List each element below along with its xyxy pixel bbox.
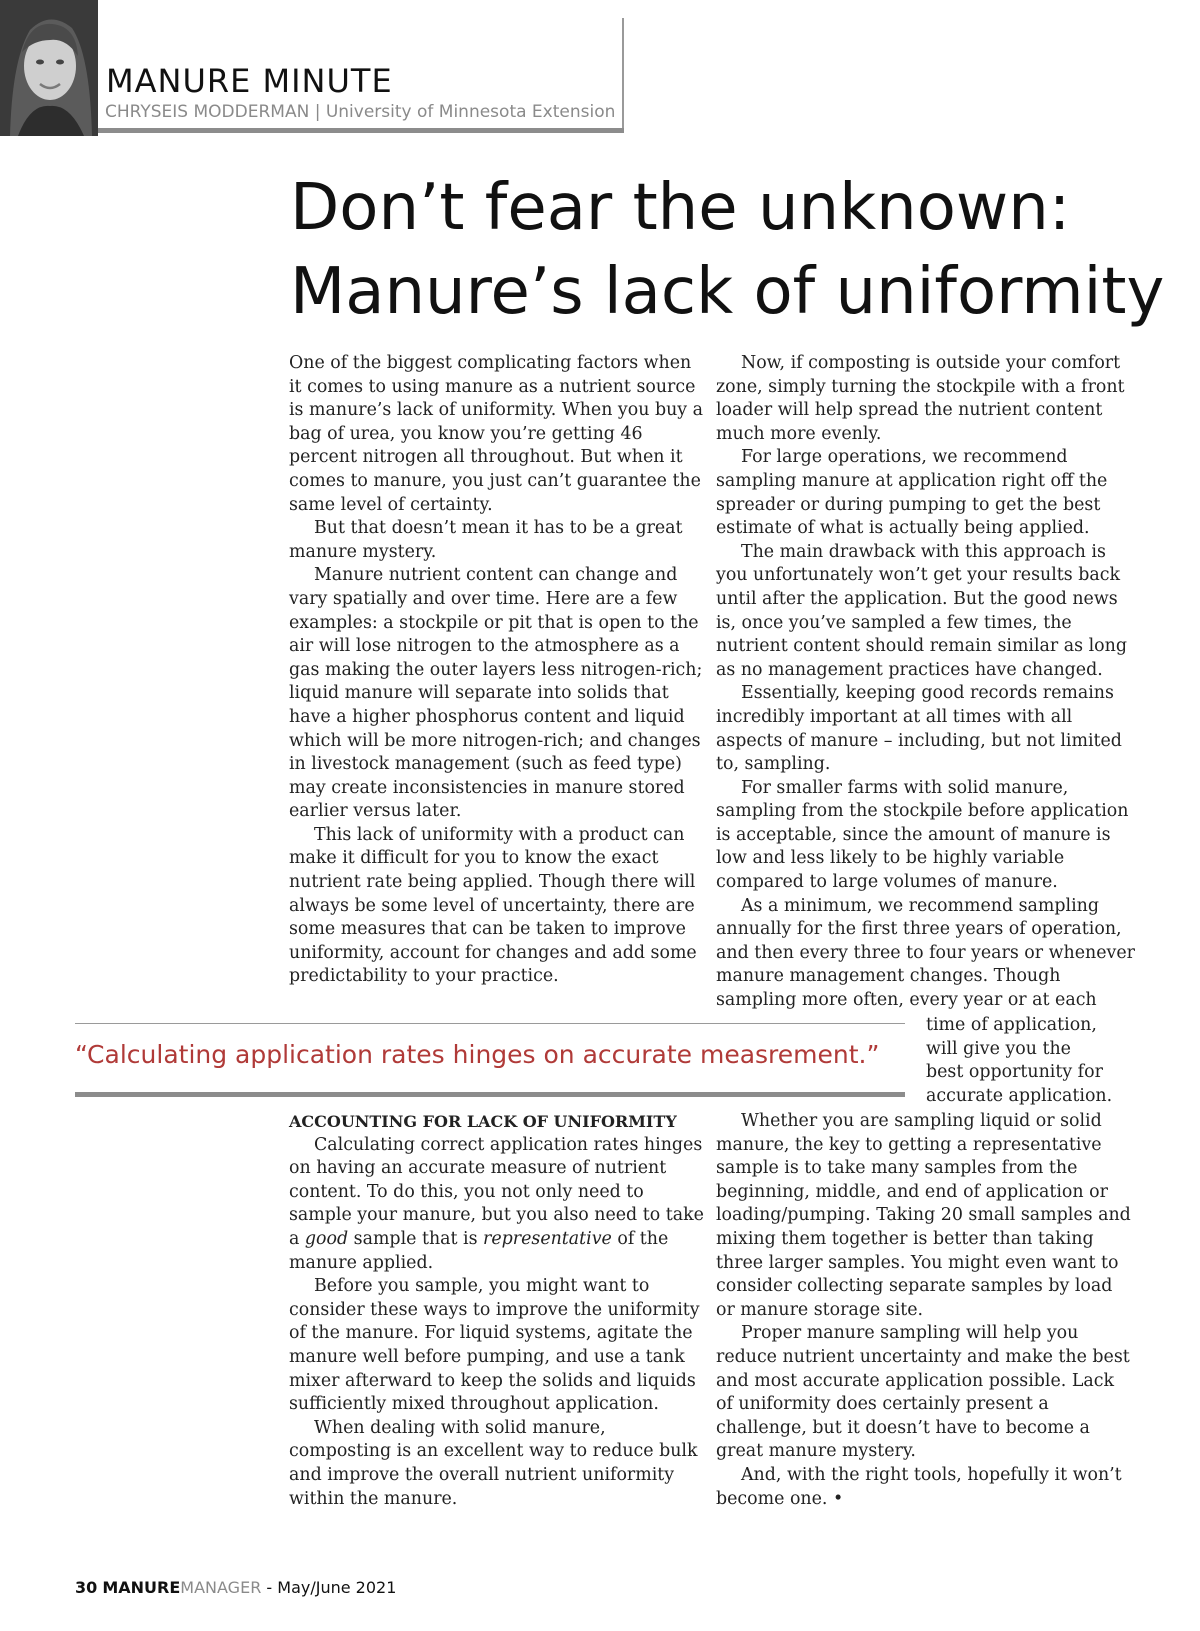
pull-quote: “Calculating application rates hinges on accurate measrement.” bbox=[75, 1040, 880, 1069]
author-portrait-image bbox=[0, 0, 98, 136]
author-photo bbox=[0, 0, 98, 136]
column-1-bottom bbox=[289, 1110, 709, 1511]
text-run: sample that is bbox=[348, 1228, 484, 1249]
paragraph: And, with the right tools, hopefully it won’t become one. • bbox=[716, 1464, 1122, 1509]
wrap-line: time of application, bbox=[926, 1015, 1097, 1035]
paragraph: As a minimum, we recommend sampling annually for the first three years of operation, and then every three to four years or whenever manure management changes. Though sampling more often, every year or at each bbox=[716, 895, 1135, 1011]
title-line-1: Don’t fear the unknown: bbox=[290, 171, 1071, 245]
paragraph: For smaller farms with solid manure, sampling from the stockpile before application is acceptable, since the amount of manure is low and less likely to be highly variable compared to large volumes of manure. bbox=[716, 777, 1129, 893]
author-byline: CHRYSEIS MODDERMAN | University of Minnesota Extension bbox=[105, 102, 616, 122]
page-footer bbox=[75, 1578, 396, 1597]
pull-quote-bottom-rule bbox=[75, 1092, 905, 1097]
emphasis-representative: representative bbox=[483, 1228, 612, 1249]
paragraph: Essentially, keeping good records remains incredibly important at all times with all aspects of manure – including, but not limited to, sampling. bbox=[716, 683, 1122, 775]
paragraph: For large operations, we recommend sampling manure at application right off the spreader or during pumping to get the best estimate of what is actually being applied. bbox=[716, 447, 1108, 539]
paragraph: When dealing with solid manure, composting is an excellent way to reduce bulk and improve the overall nutrient uniformity within the manure. bbox=[289, 1417, 698, 1509]
text-run: Calculating correct application rates hinges on having an accurate measure of nutrient content. To do this, you not only need to sample your manure, but you also need to take a bbox=[289, 1134, 704, 1249]
paragraph: Whether you are sampling liquid or solid manure, the key to getting a representative sample is to take many samples from the beginning, middle, and end of application or loading/pumping. Taking 20 small samples and mixing them together is better than taking three larger samples. You might even want to consider collecting separate samples by load or manure storage site. bbox=[716, 1111, 1131, 1320]
section-label: MANURE MINUTE bbox=[106, 62, 393, 100]
article-title bbox=[290, 166, 1170, 334]
header-horizontal-rule bbox=[98, 128, 624, 133]
header-vertical-rule bbox=[622, 18, 624, 130]
wrap-line: best opportunity for bbox=[926, 1062, 1103, 1083]
page-number: 30 bbox=[75, 1578, 98, 1597]
paragraph: Now, if composting is outside your comfort zone, simply turning the stockpile with a front loader will help spread the nutrient content much more evenly. bbox=[716, 353, 1125, 444]
paragraph: One of the biggest complicating factors when it comes to using manure as a nutrient source is manure’s lack of uniformity. When you buy a bag of urea, you know you’re getting 46 percent nitrogen all throughout. But when it comes to manure, you just can’t guarantee the same level of certainty. bbox=[289, 353, 703, 515]
column-2-bottom bbox=[716, 1110, 1136, 1511]
paragraph: But that doesn’t mean it has to be a great manure mystery. bbox=[289, 518, 683, 562]
text-run: of the manure applied. bbox=[289, 1228, 669, 1273]
title-line-2: Manure’s lack of uniformity bbox=[290, 255, 1165, 329]
column-2-wrap-text bbox=[926, 1014, 1146, 1108]
magazine-name-light: MANAGER bbox=[180, 1578, 262, 1597]
pull-quote-top-rule bbox=[75, 1023, 905, 1024]
section-subhead: ACCOUNTING FOR LACK OF UNIFORMITY bbox=[289, 1112, 677, 1131]
column-2-top bbox=[716, 352, 1136, 1013]
paragraph: The main drawback with this approach is you unfortunately won’t get your results back until after the application. But the good news is, once you’ve sampled a few times, the nutrient content should remain similar as long as no management practices have changed. bbox=[716, 541, 1127, 680]
column-1-top bbox=[289, 352, 709, 989]
wrap-line: will give you the bbox=[926, 1038, 1071, 1059]
paragraph bbox=[289, 1134, 709, 1276]
paragraph: This lack of uniformity with a product can make it difficult for you to know the exact nutrient rate being applied. Though there will always be some level of uncertainty, there are some measures that can be taken to improve uniformity, account for changes and add some predictability to your practice. bbox=[289, 824, 697, 987]
magazine-name-bold: MANURE bbox=[102, 1578, 181, 1597]
paragraph: Before you sample, you might want to consider these ways to improve the uniformity of the manure. For liquid systems, agitate the manure well before pumping, and use a tank mixer afterward to keep the solids and liquids sufficiently mixed throughout application. bbox=[289, 1276, 700, 1415]
paragraph: Manure nutrient content can change and vary spatially and over time. Here are a few examples: a stockpile or pit that is open to the air will lose nitrogen to the atmosphere as a gas making the outer layers less nitrogen-rich; liquid manure will separate into solids that have a higher phosphorus content and liquid which will be more nitrogen-rich; and changes in livestock management (such as feed type) may create inconsistencies in manure stored earlier versus later. bbox=[289, 565, 703, 822]
wrap-line: accurate application. bbox=[926, 1085, 1113, 1106]
emphasis-good: good bbox=[304, 1228, 349, 1249]
paragraph: Proper manure sampling will help you reduce nutrient uncertainty and make the best and most accurate application possible. Lack of uniformity does certainly present a challenge, but it doesn’t have to become a great manure mystery. bbox=[716, 1323, 1130, 1462]
issue-date: - May/June 2021 bbox=[266, 1578, 397, 1597]
